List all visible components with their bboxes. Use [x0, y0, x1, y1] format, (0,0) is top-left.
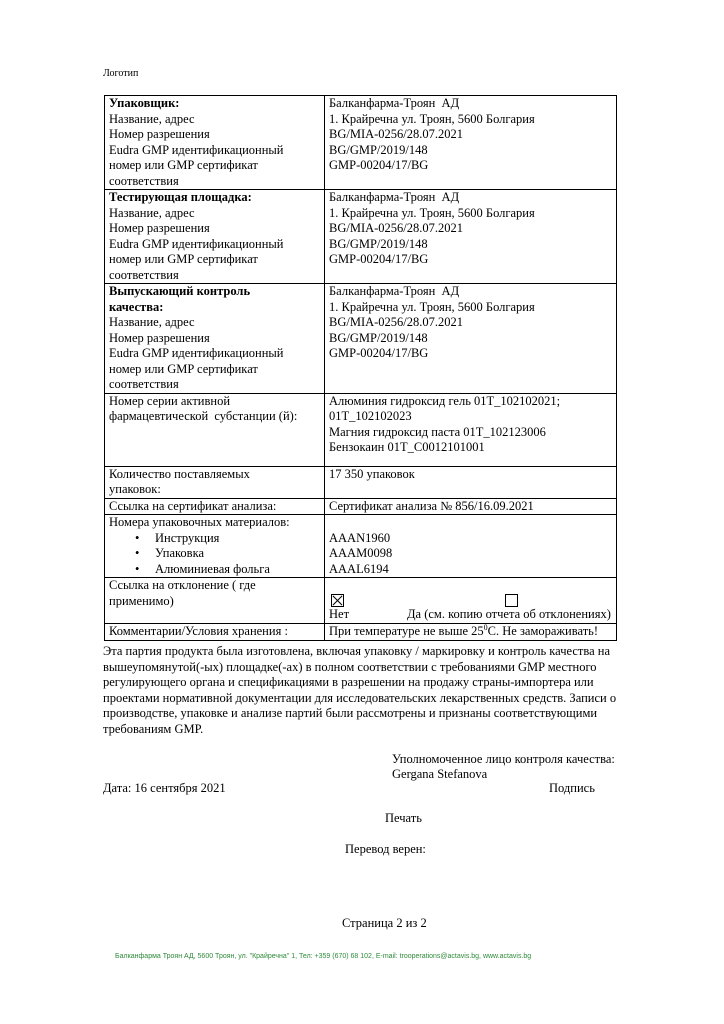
- certificate-value-cell: [325, 498, 617, 515]
- release-control-row: [105, 284, 617, 394]
- testing-value: BG/GMP/2019/148: [329, 236, 428, 251]
- certificate-row: [105, 498, 617, 515]
- deviation-yes-label: Да (см. копию отчета об отклонениях): [407, 607, 611, 621]
- testing-label: Название, адрес: [109, 205, 195, 220]
- statement-line: требованиям GMP.: [103, 721, 204, 736]
- statement-line: вышеупомянутой(-ых) площадке(-ах) в полном соответствии с требованиями GMP местного: [103, 659, 597, 674]
- quantity-label: упаковок:: [109, 482, 161, 496]
- deviation-no-checkbox[interactable]: [331, 594, 344, 607]
- release-value: GMP-00204/17/BG: [329, 346, 429, 360]
- api-batch-label-cell: [105, 393, 325, 466]
- material-code: AAAM0098: [329, 546, 393, 560]
- quantity-label: Количество поставляемых: [109, 466, 250, 481]
- packager-value: GMP-00204/17/BG: [329, 158, 429, 172]
- material-code: AAAL6194: [329, 561, 389, 576]
- certificate-label-cell: [105, 498, 325, 515]
- certificate-value: Сертификат анализа № 856/16.09.2021: [329, 498, 534, 513]
- testing-value: BG/MIA-0256/28.07.2021: [329, 221, 464, 235]
- deviation-label: применимо): [109, 593, 174, 608]
- material-name: • Алюминиевая фольга: [109, 562, 320, 578]
- company-footer: Балканфарма Троян АД, 5600 Троян, ул. "Крайречна" 1, Тел: +359 (670) 68 102, E-mail: trooperations@actavis.bg, www.actavis.bg: [115, 953, 532, 960]
- packager-value: 1. Крайречна ул. Троян, 5600 Болгария: [329, 111, 535, 126]
- deviation-label: Ссылка на отклонение ( где: [109, 578, 256, 592]
- materials-label: Номера упаковочных материалов:: [109, 515, 290, 529]
- signature-date: Дата: 16 сентября 2021: [103, 781, 226, 795]
- materials-value-cell: [325, 515, 617, 578]
- signature-label: Подпись: [549, 781, 595, 795]
- testing-label: соответствия: [109, 267, 179, 282]
- release-title: Выпускающий контроль: [109, 284, 251, 298]
- batch-certificate-table: [104, 95, 617, 641]
- testing-value: Балканфарма-Троян АД: [329, 190, 460, 204]
- release-label: Название, адрес: [109, 315, 195, 329]
- storage-value-cell: [325, 624, 617, 641]
- testing-value-cell: [325, 190, 617, 284]
- release-label: номер или GMP сертификат: [109, 361, 258, 376]
- statement-line: проектами нормативной документации для исследовательских лекарственных средств. Записи о: [103, 690, 617, 705]
- quantity-value-cell: [325, 466, 617, 498]
- packager-value-cell: [325, 96, 617, 190]
- deviation-no-label: Нет: [329, 607, 350, 621]
- deviation-value-cell: [325, 578, 617, 624]
- api-batch-value: Магния гидроксид паста 01T_102123006: [329, 424, 546, 439]
- storage-label-cell: [105, 624, 325, 641]
- testing-site-row: [105, 190, 617, 284]
- testing-value: GMP-00204/17/BG: [329, 252, 429, 266]
- storage-degree: 0: [483, 623, 488, 632]
- release-value: Балканфарма-Троян АД: [329, 284, 460, 298]
- packager-label: Номер разрешения: [109, 127, 210, 141]
- gmp-statement: [103, 644, 623, 737]
- testing-label: Номер разрешения: [109, 221, 210, 235]
- testing-label-cell: [105, 190, 325, 284]
- packager-value: Балканфарма-Троян АД: [329, 96, 460, 110]
- release-label: Eudra GMP идентификационный: [109, 346, 284, 360]
- materials-row: [105, 515, 617, 578]
- api-batch-label: Номер серии активной: [109, 393, 231, 408]
- material-name: • Инструкция: [109, 531, 320, 547]
- quantity-value: 17 350 упаковок: [329, 466, 415, 481]
- testing-value: 1. Крайречна ул. Троян, 5600 Болгария: [329, 205, 535, 220]
- api-batch-value: 01T_102102023: [329, 409, 412, 423]
- packager-value: BG/GMP/2019/148: [329, 142, 428, 157]
- packager-label: соответствия: [109, 173, 179, 188]
- qp-title: Уполномоченное лицо контроля качества:: [392, 752, 615, 766]
- statement-line: Эта партия продукта была изготовлена, включая упаковку / маркировку и контроль качества на: [103, 644, 611, 658]
- material-code: AAAN1960: [329, 530, 391, 545]
- testing-title: Тестирующая площадка:: [109, 190, 252, 204]
- storage-value: При температуре не выше 25: [329, 624, 484, 638]
- storage-label: Комментарии/Условия хранения :: [109, 624, 288, 638]
- release-label: соответствия: [109, 377, 179, 391]
- qp-name: Gergana Stefanova: [392, 767, 488, 781]
- packager-label: Eudra GMP идентификационный: [109, 142, 284, 157]
- packager-label: номер или GMP сертификат: [109, 158, 258, 172]
- packager-title: Упаковщик:: [109, 96, 180, 110]
- page-number: Страница 2 из 2: [342, 916, 427, 930]
- packager-value: BG/MIA-0256/28.07.2021: [329, 127, 464, 141]
- statement-line: регулирующего органа и спецификациями в разрешении на продажу страны-импортера или: [103, 675, 594, 689]
- quantity-label-cell: [105, 466, 325, 498]
- api-batch-row: [105, 393, 617, 466]
- testing-label: Eudra GMP идентификационный: [109, 236, 284, 251]
- api-batch-value: Бензокаин 01T_C0012101001: [329, 440, 485, 454]
- material-name: • Упаковка: [109, 546, 320, 562]
- packager-label: Название, адрес: [109, 111, 195, 126]
- release-label-cell: [105, 284, 325, 394]
- deviation-label-cell: [105, 578, 325, 624]
- api-batch-value: Алюминия гидроксид гель 01T_102102021;: [329, 393, 561, 408]
- packager-row: [105, 96, 617, 190]
- certificate-label: Ссылка на сертификат анализа:: [109, 498, 277, 513]
- testing-label: номер или GMP сертификат: [109, 252, 258, 266]
- stamp-label: Печать: [385, 811, 422, 825]
- api-batch-label: фармацевтической субстанции (й):: [109, 409, 298, 423]
- logo-placeholder: Логотип: [103, 68, 139, 79]
- api-batch-value-cell: [325, 393, 617, 466]
- release-title: качества:: [109, 299, 164, 314]
- storage-value-end: С. Не замораживать!: [487, 624, 599, 638]
- deviation-row: [105, 578, 617, 624]
- release-value: BG/GMP/2019/148: [329, 330, 428, 345]
- storage-row: [105, 624, 617, 641]
- statement-line: производстве, упаковке и анализе партий были рассмотрены и признаны соответствующими: [103, 706, 598, 720]
- quantity-row: [105, 466, 617, 498]
- translation-label: Перевод верен:: [345, 842, 426, 856]
- release-value: 1. Крайречна ул. Троян, 5600 Болгария: [329, 299, 535, 314]
- release-value-cell: [325, 284, 617, 394]
- deviation-yes-checkbox[interactable]: [505, 594, 518, 607]
- release-label: Номер разрешения: [109, 330, 210, 345]
- packager-label-cell: [105, 96, 325, 190]
- release-value: BG/MIA-0256/28.07.2021: [329, 315, 464, 329]
- materials-label-cell: [105, 515, 325, 578]
